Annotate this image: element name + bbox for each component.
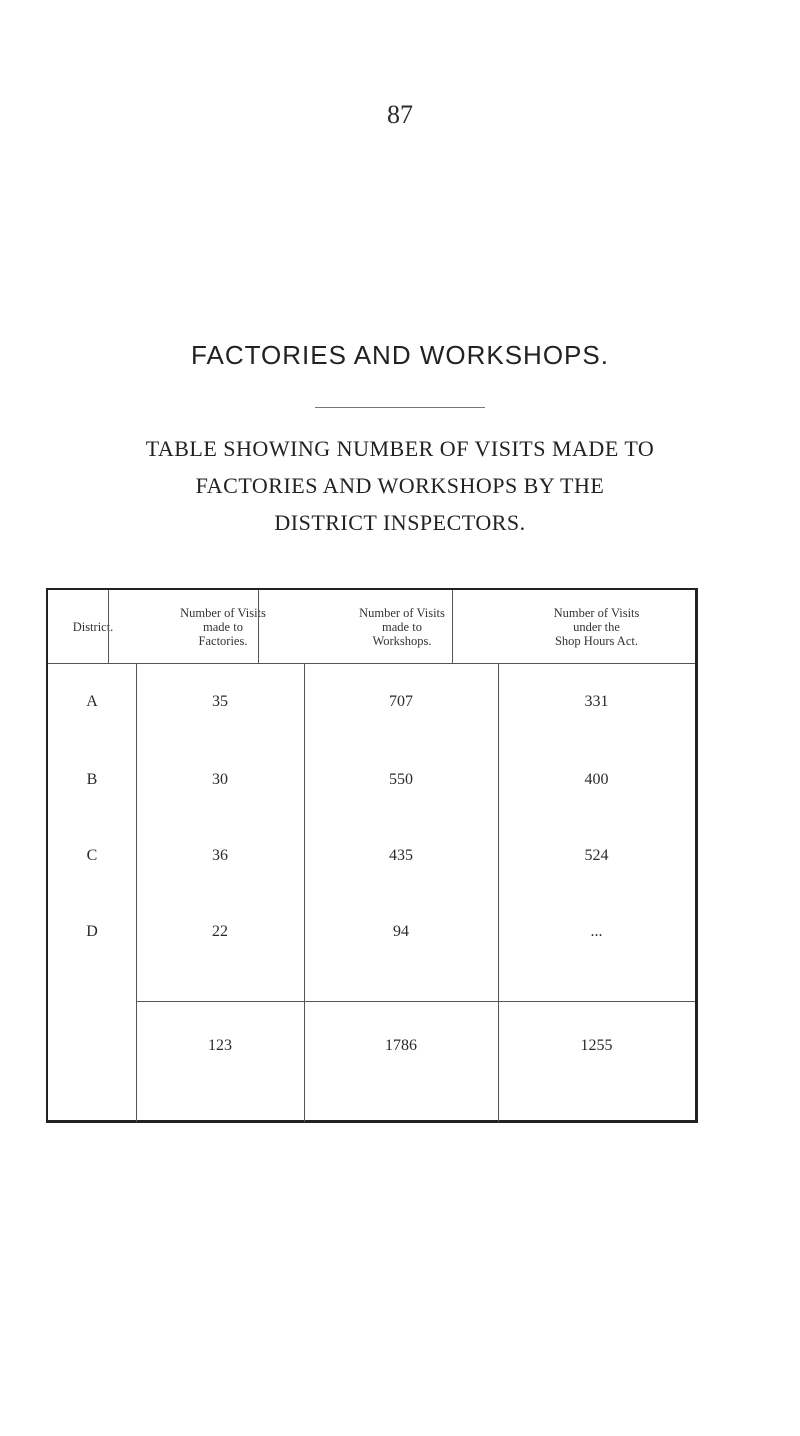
total-shop-hours: 1255 xyxy=(580,1037,613,1054)
cell-shop-hours: 331 xyxy=(584,693,609,710)
page-number: 87 xyxy=(387,100,413,129)
cell-shop-hours: 524 xyxy=(584,847,609,864)
cell-shop-hours: 400 xyxy=(584,771,609,788)
cell-factories: 36 xyxy=(212,847,228,864)
totals-rule xyxy=(136,1001,695,1002)
cell-factories: 22 xyxy=(212,923,228,940)
table-caption-line-1: TABLE SHOWING NUMBER OF VISITS MADE TO xyxy=(145,436,655,461)
visits-table xyxy=(46,588,698,1123)
cell-factories: 30 xyxy=(212,771,228,788)
page-heading: FACTORIES AND WORKSHOPS. xyxy=(191,340,609,370)
cell-district: B xyxy=(86,771,98,788)
header-divider-3 xyxy=(452,590,453,663)
table-header-row xyxy=(48,590,695,664)
cell-district: D xyxy=(86,923,98,940)
cell-factories: 35 xyxy=(212,693,228,710)
header-divider-1 xyxy=(108,590,109,663)
header-divider-2 xyxy=(258,590,259,663)
heading-divider xyxy=(315,407,485,408)
table-caption-line-3: DISTRICT INSPECTORS. xyxy=(274,510,526,535)
cell-workshops: 707 xyxy=(389,693,413,710)
header-workshops: Number of Visits made to Workshops. xyxy=(359,605,445,648)
cell-workshops: 435 xyxy=(389,847,413,864)
header-shop-hours: Number of Visits under the Shop Hours Act. xyxy=(553,605,640,648)
cell-workshops: 550 xyxy=(389,771,413,788)
total-factories: 123 xyxy=(208,1037,232,1054)
table-caption xyxy=(0,430,800,541)
header-district: District. xyxy=(72,619,114,634)
cell-district: C xyxy=(86,847,98,864)
cell-workshops: 94 xyxy=(393,923,409,940)
table-caption-line-2: FACTORIES AND WORKSHOPS BY THE xyxy=(195,473,605,498)
header-factories: Number of Visits made to Factories. xyxy=(180,605,266,648)
cell-shop-hours: ... xyxy=(590,923,603,940)
cell-district: A xyxy=(86,693,98,710)
total-workshops: 1786 xyxy=(385,1037,417,1054)
